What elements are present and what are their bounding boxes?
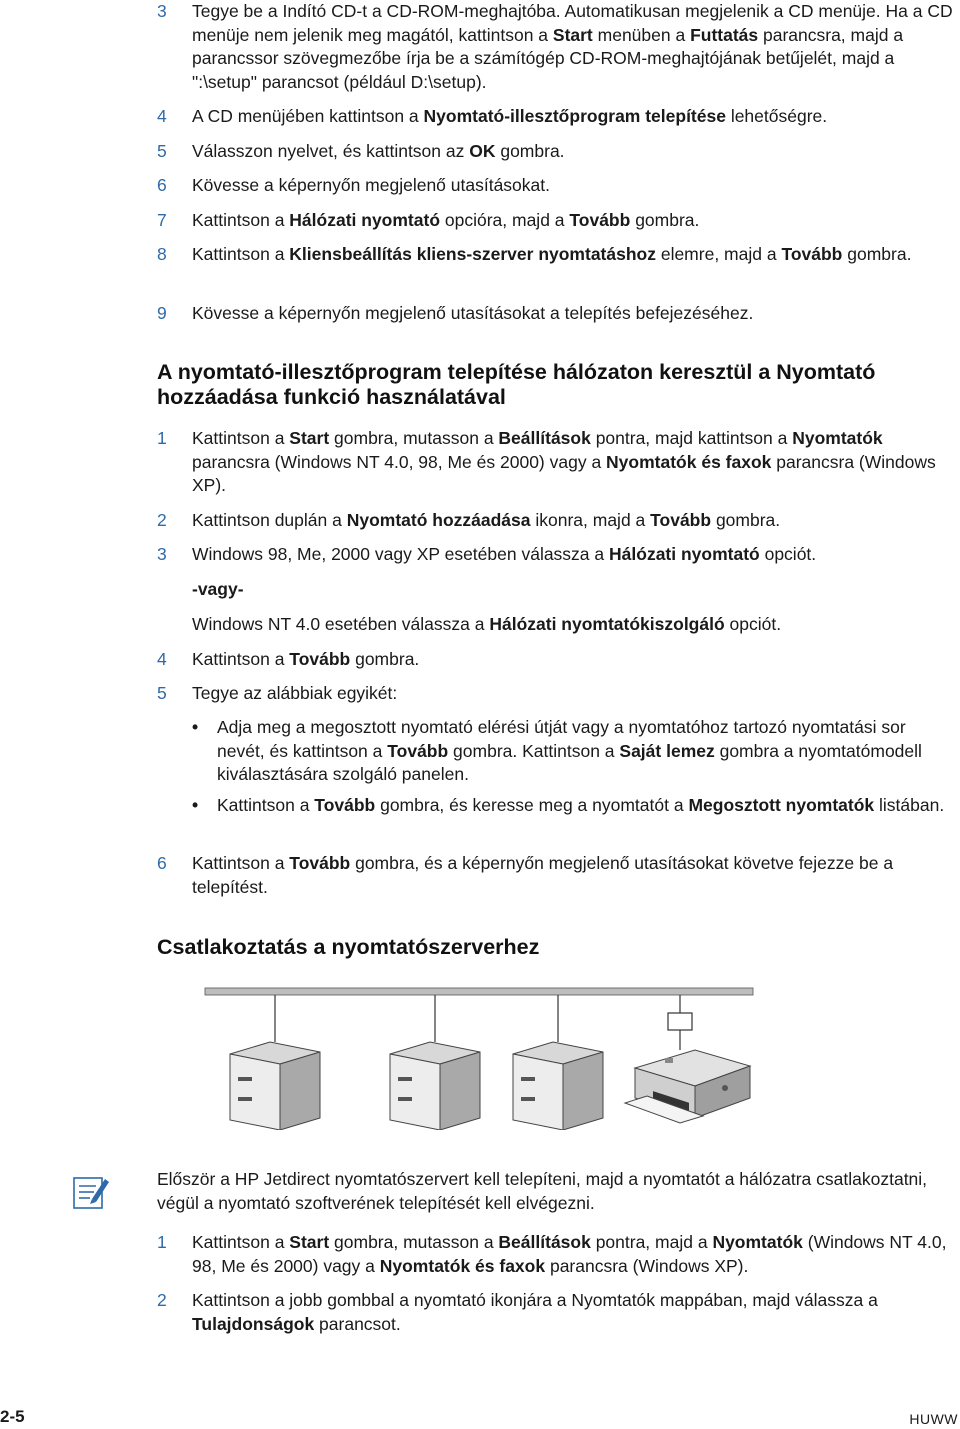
step-number: 1 xyxy=(157,428,167,448)
step-number: 4 xyxy=(157,649,167,669)
step-text: Kattintson a Tovább gombra. xyxy=(192,649,420,669)
step-number: 8 xyxy=(157,244,167,264)
network-bus-line xyxy=(205,988,753,995)
step-number: 6 xyxy=(157,175,167,195)
computer-tower-3 xyxy=(513,1042,603,1130)
step-number: 9 xyxy=(157,303,167,323)
add-printer-step-6 xyxy=(157,852,957,899)
option-bullet-1 xyxy=(192,716,952,787)
connect-step-1 xyxy=(157,1231,957,1278)
nt-instruction: Windows NT 4.0 esetében válassza a Hálózati nyomtatókiszolgáló opciót. xyxy=(192,614,782,634)
note-text: Először a HP Jetdirect nyomtatószervert kell telepíteni, majd a nyomtatót a hálózatra csatlakoztatni, végül a nyomtató szoftverének telepítését kell elvégezni. xyxy=(157,1169,928,1213)
add-printer-step-2 xyxy=(157,509,957,533)
section-heading-add-printer: A nyomtató-illesztőprogram telepítése hálózaton keresztül a Nyomtató hozzáadása funkció használatával xyxy=(157,360,876,409)
step-text: Kattintson a Tovább gombra, és a képernyőn megjelenő utasításokat követve fejezze be a telepítést. xyxy=(192,853,894,897)
step-text: Tegye az alábbiak egyikét: xyxy=(192,683,398,703)
add-printer-step-4 xyxy=(157,648,957,672)
or-separator: -vagy- xyxy=(192,579,244,599)
step-7 xyxy=(157,209,957,233)
bullet-text: Kattintson a Tovább gombra, és keresse meg a nyomtatót a Megosztott nyomtatók listában. xyxy=(217,795,945,815)
bullet-marker: • xyxy=(192,717,199,737)
step-text: Tegye be a Indító CD-t a CD-ROM-meghajtóba. Automatikusan megjelenik a CD menüje. Ha a CD menüje nem jelenik meg magától, kattintson a Start menüben a Futtatás parancsra, majd a parancssor szövegmezőbe írja be a számítógép CD-ROM-meghajtójának betűjelét, majd a ":\setup" parancsot (például D:\setup). xyxy=(192,1,953,92)
step-text: A CD menüjében kattintson a Nyomtató-illesztőprogram telepítése lehetőségre. xyxy=(192,106,828,126)
step-9 xyxy=(157,302,957,326)
step-8 xyxy=(157,243,957,267)
step-number: 3 xyxy=(157,544,167,564)
print-server-box xyxy=(668,1013,692,1030)
bullet-marker: • xyxy=(192,795,199,815)
step-5 xyxy=(157,140,957,164)
step-text: Kattintson a Start gombra, mutasson a Beállítások pontra, majd a Nyomtatók (Windows NT 4.0, 98, Me és 2000) vagy a Nyomtatók és faxok parancsra (Windows XP). xyxy=(192,1232,947,1276)
connect-step-2 xyxy=(157,1289,957,1336)
step-text: Kövesse a képernyőn megjelenő utasításokat. xyxy=(192,175,550,195)
step-text: Kattintson a Hálózati nyomtató opcióra, majd a Tovább gombra. xyxy=(192,210,700,230)
step-text: Kattintson a Kliensbeállítás kliens-szerver nyomtatáshoz elemre, majd a Tovább gombra. xyxy=(192,244,912,264)
add-printer-step-5 xyxy=(157,682,957,706)
page-number: 2-5 xyxy=(0,1407,25,1426)
step-number: 2 xyxy=(157,510,167,530)
step-6 xyxy=(157,174,957,198)
step-number: 3 xyxy=(157,1,167,21)
step-text: Kattintson duplán a Nyomtató hozzáadása ikonra, majd a Tovább gombra. xyxy=(192,510,781,530)
add-printer-step-3 xyxy=(157,543,957,567)
step-text: Válasszon nyelvet, és kattintson az OK gombra. xyxy=(192,141,565,161)
computer-tower-1 xyxy=(230,1042,320,1130)
printer-illustration xyxy=(625,1050,750,1123)
step-text: Kattintson a Start gombra, mutasson a Beállítások pontra, majd kattintson a Nyomtatók parancsra (Windows NT 4.0, 98, Me és 2000) vagy a Nyomtatók és faxok parancsra (Windows XP). xyxy=(192,428,936,495)
step-4 xyxy=(157,105,957,129)
step-number: 1 xyxy=(157,1232,167,1252)
footer-brand: HUWW xyxy=(909,1411,958,1427)
step-number: 7 xyxy=(157,210,167,230)
step-number: 6 xyxy=(157,853,167,873)
note-pencil-icon xyxy=(72,1173,110,1211)
step-text: Windows 98, Me, 2000 vagy XP esetében válassza a Hálózati nyomtató opciót. xyxy=(192,544,817,564)
step-number: 5 xyxy=(157,683,167,703)
step-text: Kattintson a jobb gombbal a nyomtató ikonjára a Nyomtatók mappában, majd válassza a Tulajdonságok parancsot. xyxy=(192,1290,878,1334)
computer-tower-2 xyxy=(390,1042,480,1130)
step-number: 4 xyxy=(157,106,167,126)
network-diagram xyxy=(200,980,760,1130)
option-bullet-2 xyxy=(192,794,952,818)
add-printer-step-1 xyxy=(157,427,957,498)
bullet-text: Adja meg a megosztott nyomtató elérési útját vagy a nyomtatóhoz tartozó nyomtatási sor nevét, és kattintson a Tovább gombra. Kattintson a Saját lemez gombra a nyomtatómodell kiválasztására szolgáló panelen. xyxy=(217,717,922,784)
step-text: Kövesse a képernyőn megjelenő utasításokat a telepítés befejezéséhez. xyxy=(192,303,754,323)
step-3 xyxy=(157,0,957,94)
step-number: 5 xyxy=(157,141,167,161)
step-number: 2 xyxy=(157,1290,167,1310)
section-heading-connect: Csatlakoztatás a nyomtatószerverhez xyxy=(157,935,540,959)
